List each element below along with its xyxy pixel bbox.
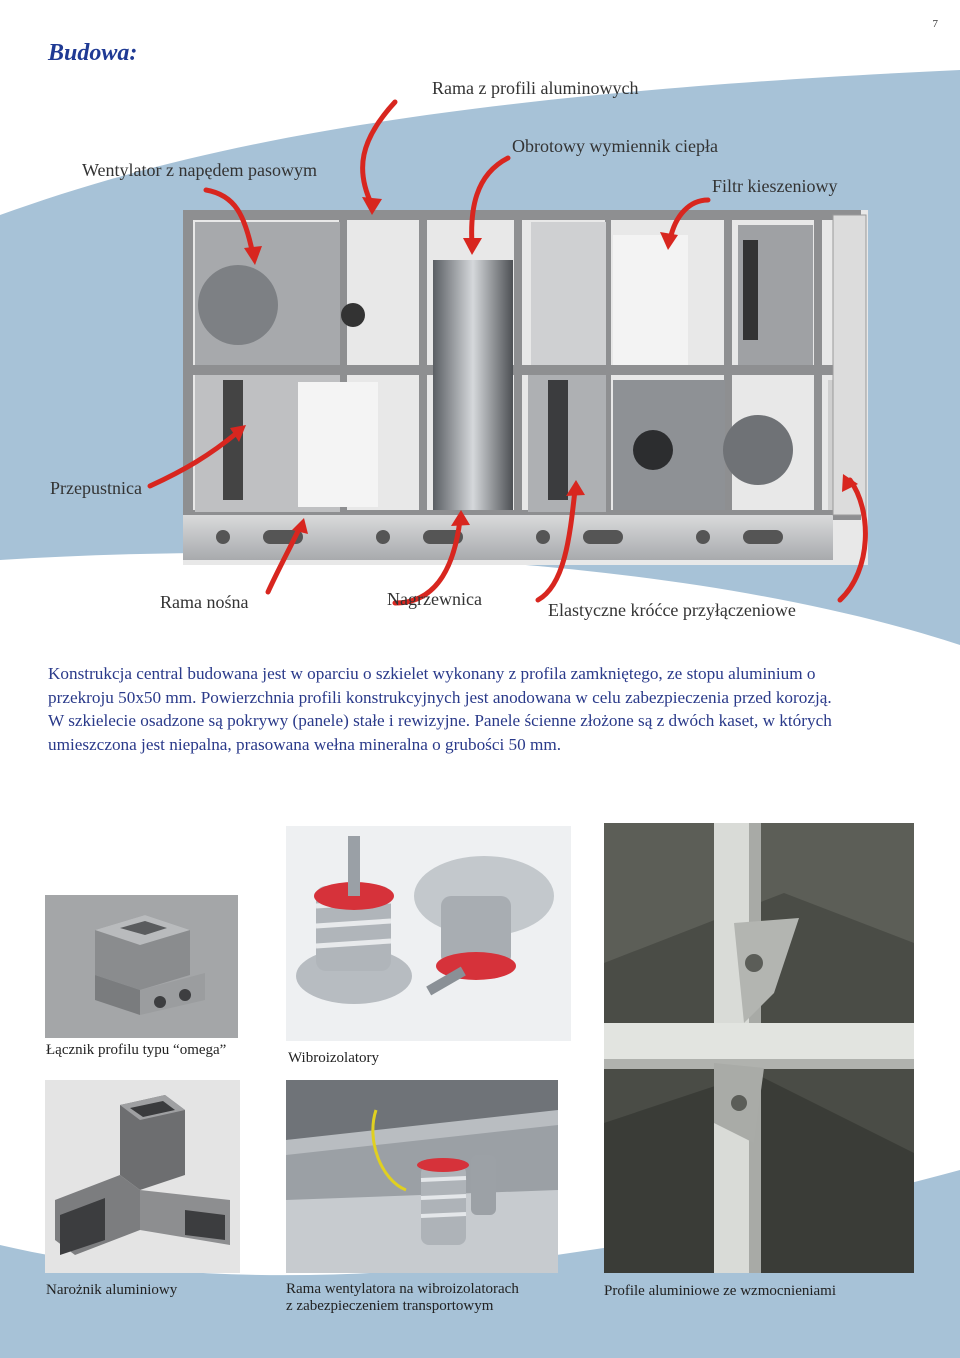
page-number: 7 <box>932 18 938 30</box>
label-rama-nosna: Rama nośna <box>160 592 249 612</box>
aluminum-profiles-photo <box>604 823 914 1273</box>
aluminum-corner-photo <box>45 1080 240 1273</box>
fan-frame-photo <box>286 1080 558 1273</box>
paragraph-line: W szkielecie osadzone są pokrywy (panele) stałe i rewizyjne. Panele ścienne złożone są z dwóch kaset, w których <box>48 711 832 730</box>
caption-profile: Profile aluminiowe ze wzmocnieniami <box>604 1283 837 1299</box>
label-wymiennik: Obrotowy wymiennik ciepła <box>512 136 718 156</box>
label-przepustnica: Przepustnica <box>50 478 142 498</box>
label-nagrzewnica: Nagrzewnica <box>387 589 482 609</box>
caption-lacznik: Łącznik profilu typu “omega” <box>46 1042 227 1058</box>
paragraph-line: Konstrukcja central budowana jest w oparciu o szkielet wykonany z profila zamkniętego, ze stopu aluminium o <box>48 664 816 683</box>
paragraph-line: umieszczona jest niepalna, prasowana wełna mineralna o grubości 50 mm. <box>48 734 562 754</box>
omega-connector-photo <box>45 895 238 1038</box>
label-rama-profili: Rama z profili aluminowych <box>432 78 639 98</box>
label-wentylator: Wentylator z napędem pasowym <box>82 160 317 180</box>
vibration-isolators-photo <box>286 826 571 1041</box>
caption-rama-line1: Rama wentylatora na wibroizolatorach <box>286 1281 519 1297</box>
caption-naroznik: Narożnik aluminiowy <box>46 1282 178 1298</box>
paragraph-line: przekroju 50x50 mm. Powierzchnia profili konstrukcyjnych jest anodowana w celu zabezpieczenia przed korozją. <box>48 687 832 707</box>
page-heading: Budowa: <box>48 40 138 66</box>
caption-wibroizolatory: Wibroizolatory <box>288 1050 380 1066</box>
callout-arrows <box>0 0 960 660</box>
label-krocce: Elastyczne króćce przyłączeniowe <box>548 600 796 620</box>
label-filtr: Filtr kieszeniowy <box>712 176 838 196</box>
description-paragraph <box>48 662 918 756</box>
caption-rama-line2: z zabezpieczeniem transportowym <box>286 1298 494 1314</box>
